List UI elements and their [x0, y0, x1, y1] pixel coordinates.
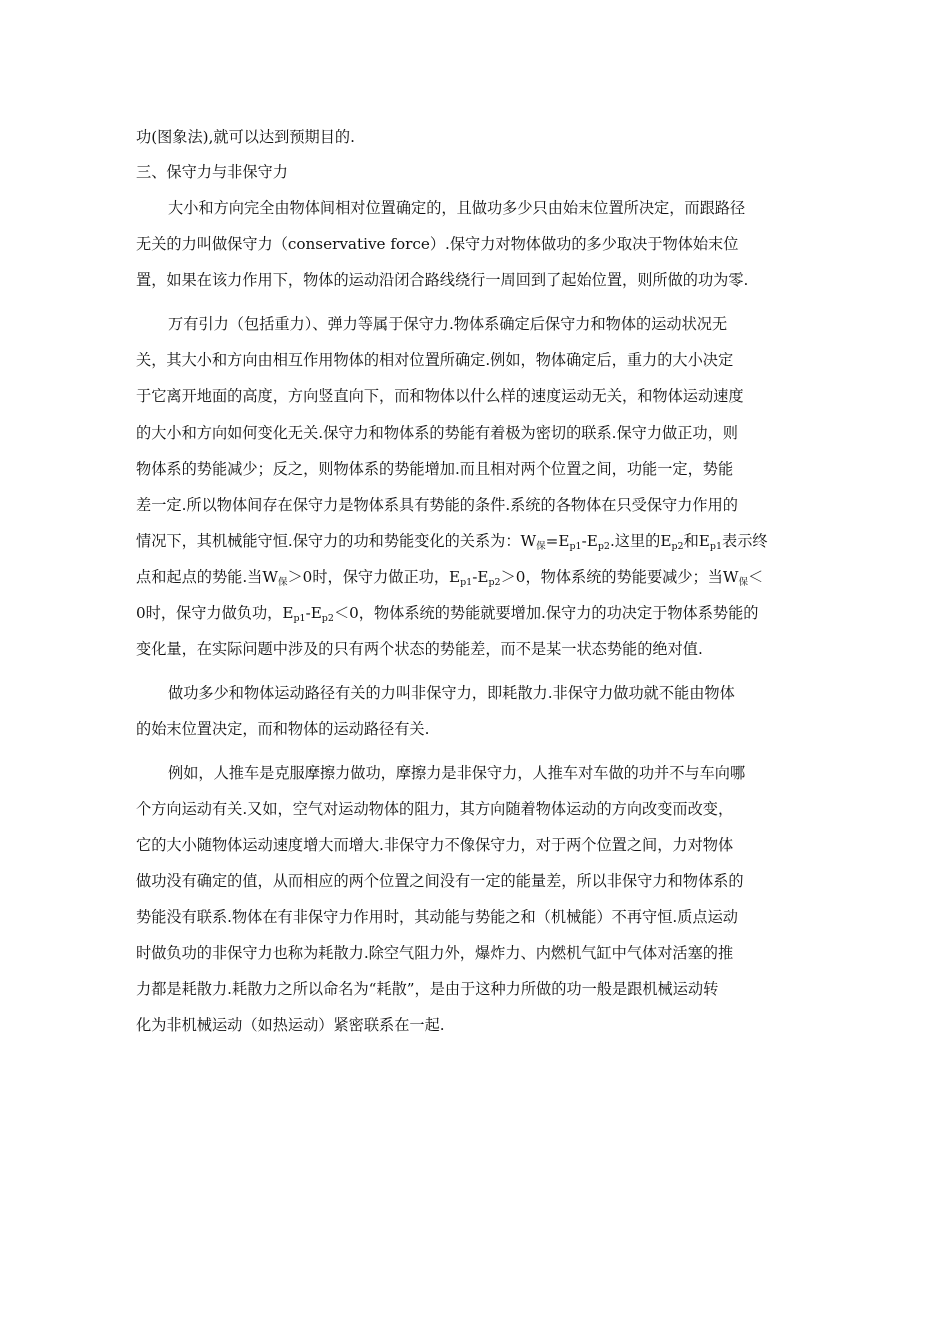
subscript: p2 [321, 613, 334, 624]
formula-text: 点和起点的势能.当W [136, 568, 278, 586]
paragraph-line: 物体系的势能减少；反之，则物体系的势能增加.而且相对两个位置之间，功能一定，势能 [136, 460, 734, 478]
paragraph-line: 它的大小随物体运动速度增大而增大.非保守力不像保守力，对于两个位置之间，力对物体 [136, 836, 734, 854]
formula-text: 情况下，其机械能守恒.保守力的功和势能变化的关系为：W [136, 532, 537, 550]
paragraph-line: 差一定.所以物体间存在保守力是物体系具有势能的条件.系统的各物体在只受保守力作用的 [136, 496, 738, 514]
subscript: p1 [709, 541, 723, 552]
subscript: 保 [738, 577, 749, 588]
formula-text: .这里的E [609, 532, 672, 550]
paragraph-line: 化为非机械运动（如热运动）紧密联系在一起. [136, 1016, 445, 1034]
paragraph-line: 的始末位置决定，而和物体的运动路径有关. [136, 720, 430, 738]
subscript: 保 [277, 577, 288, 588]
paragraph-line: 关，其大小和方向由相互作用物体的相对位置所确定.例如，物体确定后，重力的大小决定 [136, 351, 734, 369]
paragraph-line: 大小和方向完全由物体间相对位置确定的，且做功多少只由始末位置所决定，而跟路径 [168, 199, 746, 217]
paragraph-line: 例如，人推车是克服摩擦力做功，摩擦力是非保守力，人推车对车做的功并不与车向哪 [168, 764, 746, 782]
paragraph-line: 个方向运动有关.又如，空气对运动物体的阻力，其方向随着物体运动的方向改变而改变， [136, 800, 734, 818]
paragraph-line: 力都是耗散力.耗散力之所以命名为“耗散”，是由于这种力所做的功一般是跟机械运动转 [136, 980, 719, 998]
subscript: p2 [597, 541, 610, 552]
section-heading: 三、保守力与非保守力 [136, 163, 288, 181]
formula-line [136, 602, 759, 627]
formula-text: -E [581, 532, 598, 550]
formula-text: -E [472, 568, 489, 586]
formula-text: ＜0，物体系统的势能就要增加.保守力的功决定于物体系势能的 [333, 604, 759, 622]
paragraph-line: 时做负功的非保守力也称为耗散力.除空气阻力外，爆炸力、内燃机气缸中气体对活塞的推 [136, 944, 734, 962]
paragraph-line: 置，如果在该力作用下，物体的运动沿闭合路线绕行一周回到了起始位置，则所做的功为零. [136, 271, 749, 289]
formula-text: 0时，保守力做负功，E [136, 604, 294, 622]
formula-text: ＞0时，保守力做正功，E [287, 568, 461, 586]
paragraph-line: 万有引力（包括重力）、弹力等属于保守力.物体系确定后保守力和物体的运动状况无 [168, 315, 728, 333]
subscript: p2 [488, 577, 501, 588]
formula-line [136, 566, 763, 591]
subscript: p1 [293, 613, 306, 624]
subscript: p1 [569, 541, 582, 552]
paragraph-line: 于它离开地面的高度，方向竖直向下，而和物体以什么样的速度运动无关，和物体运动速度 [136, 387, 744, 405]
formula-line [136, 530, 768, 555]
formula-text: 和E [683, 532, 710, 550]
text-line: 功(图象法),就可以达到预期目的. [136, 128, 355, 146]
formula-text: 表示终 [722, 532, 768, 550]
formula-text: ＜ [748, 568, 764, 586]
subscript: p1 [460, 577, 473, 588]
paragraph-line: 无关的力叫做保守力（conservative force）.保守力对物体做功的多少取决于物体始末位 [136, 235, 739, 253]
formula-text: ＞0，物体系统的势能要减少；当W [500, 568, 739, 586]
paragraph-line: 的大小和方向如何变化无关.保守力和物体系的势能有着极为密切的联系.保守力做正功，则 [136, 424, 738, 442]
paragraph-line: 势能没有联系.物体在有非保守力作用时，其动能与势能之和（机械能）不再守恒.质点运动 [136, 908, 738, 926]
paragraph-line: 做功没有确定的值，从而相应的两个位置之间没有一定的能量差，所以非保守力和物体系的 [136, 872, 744, 890]
formula-text: =E [545, 532, 570, 550]
subscript: p2 [671, 541, 684, 552]
subscript: 保 [536, 541, 546, 552]
paragraph-line: 做功多少和物体运动路径有关的力叫非保守力，即耗散力.非保守力做功就不能由物体 [168, 684, 735, 702]
paragraph-line: 变化量，在实际问题中涉及的只有两个状态的势能差，而不是某一状态势能的绝对值. [136, 640, 703, 658]
formula-text: -E [305, 604, 322, 622]
